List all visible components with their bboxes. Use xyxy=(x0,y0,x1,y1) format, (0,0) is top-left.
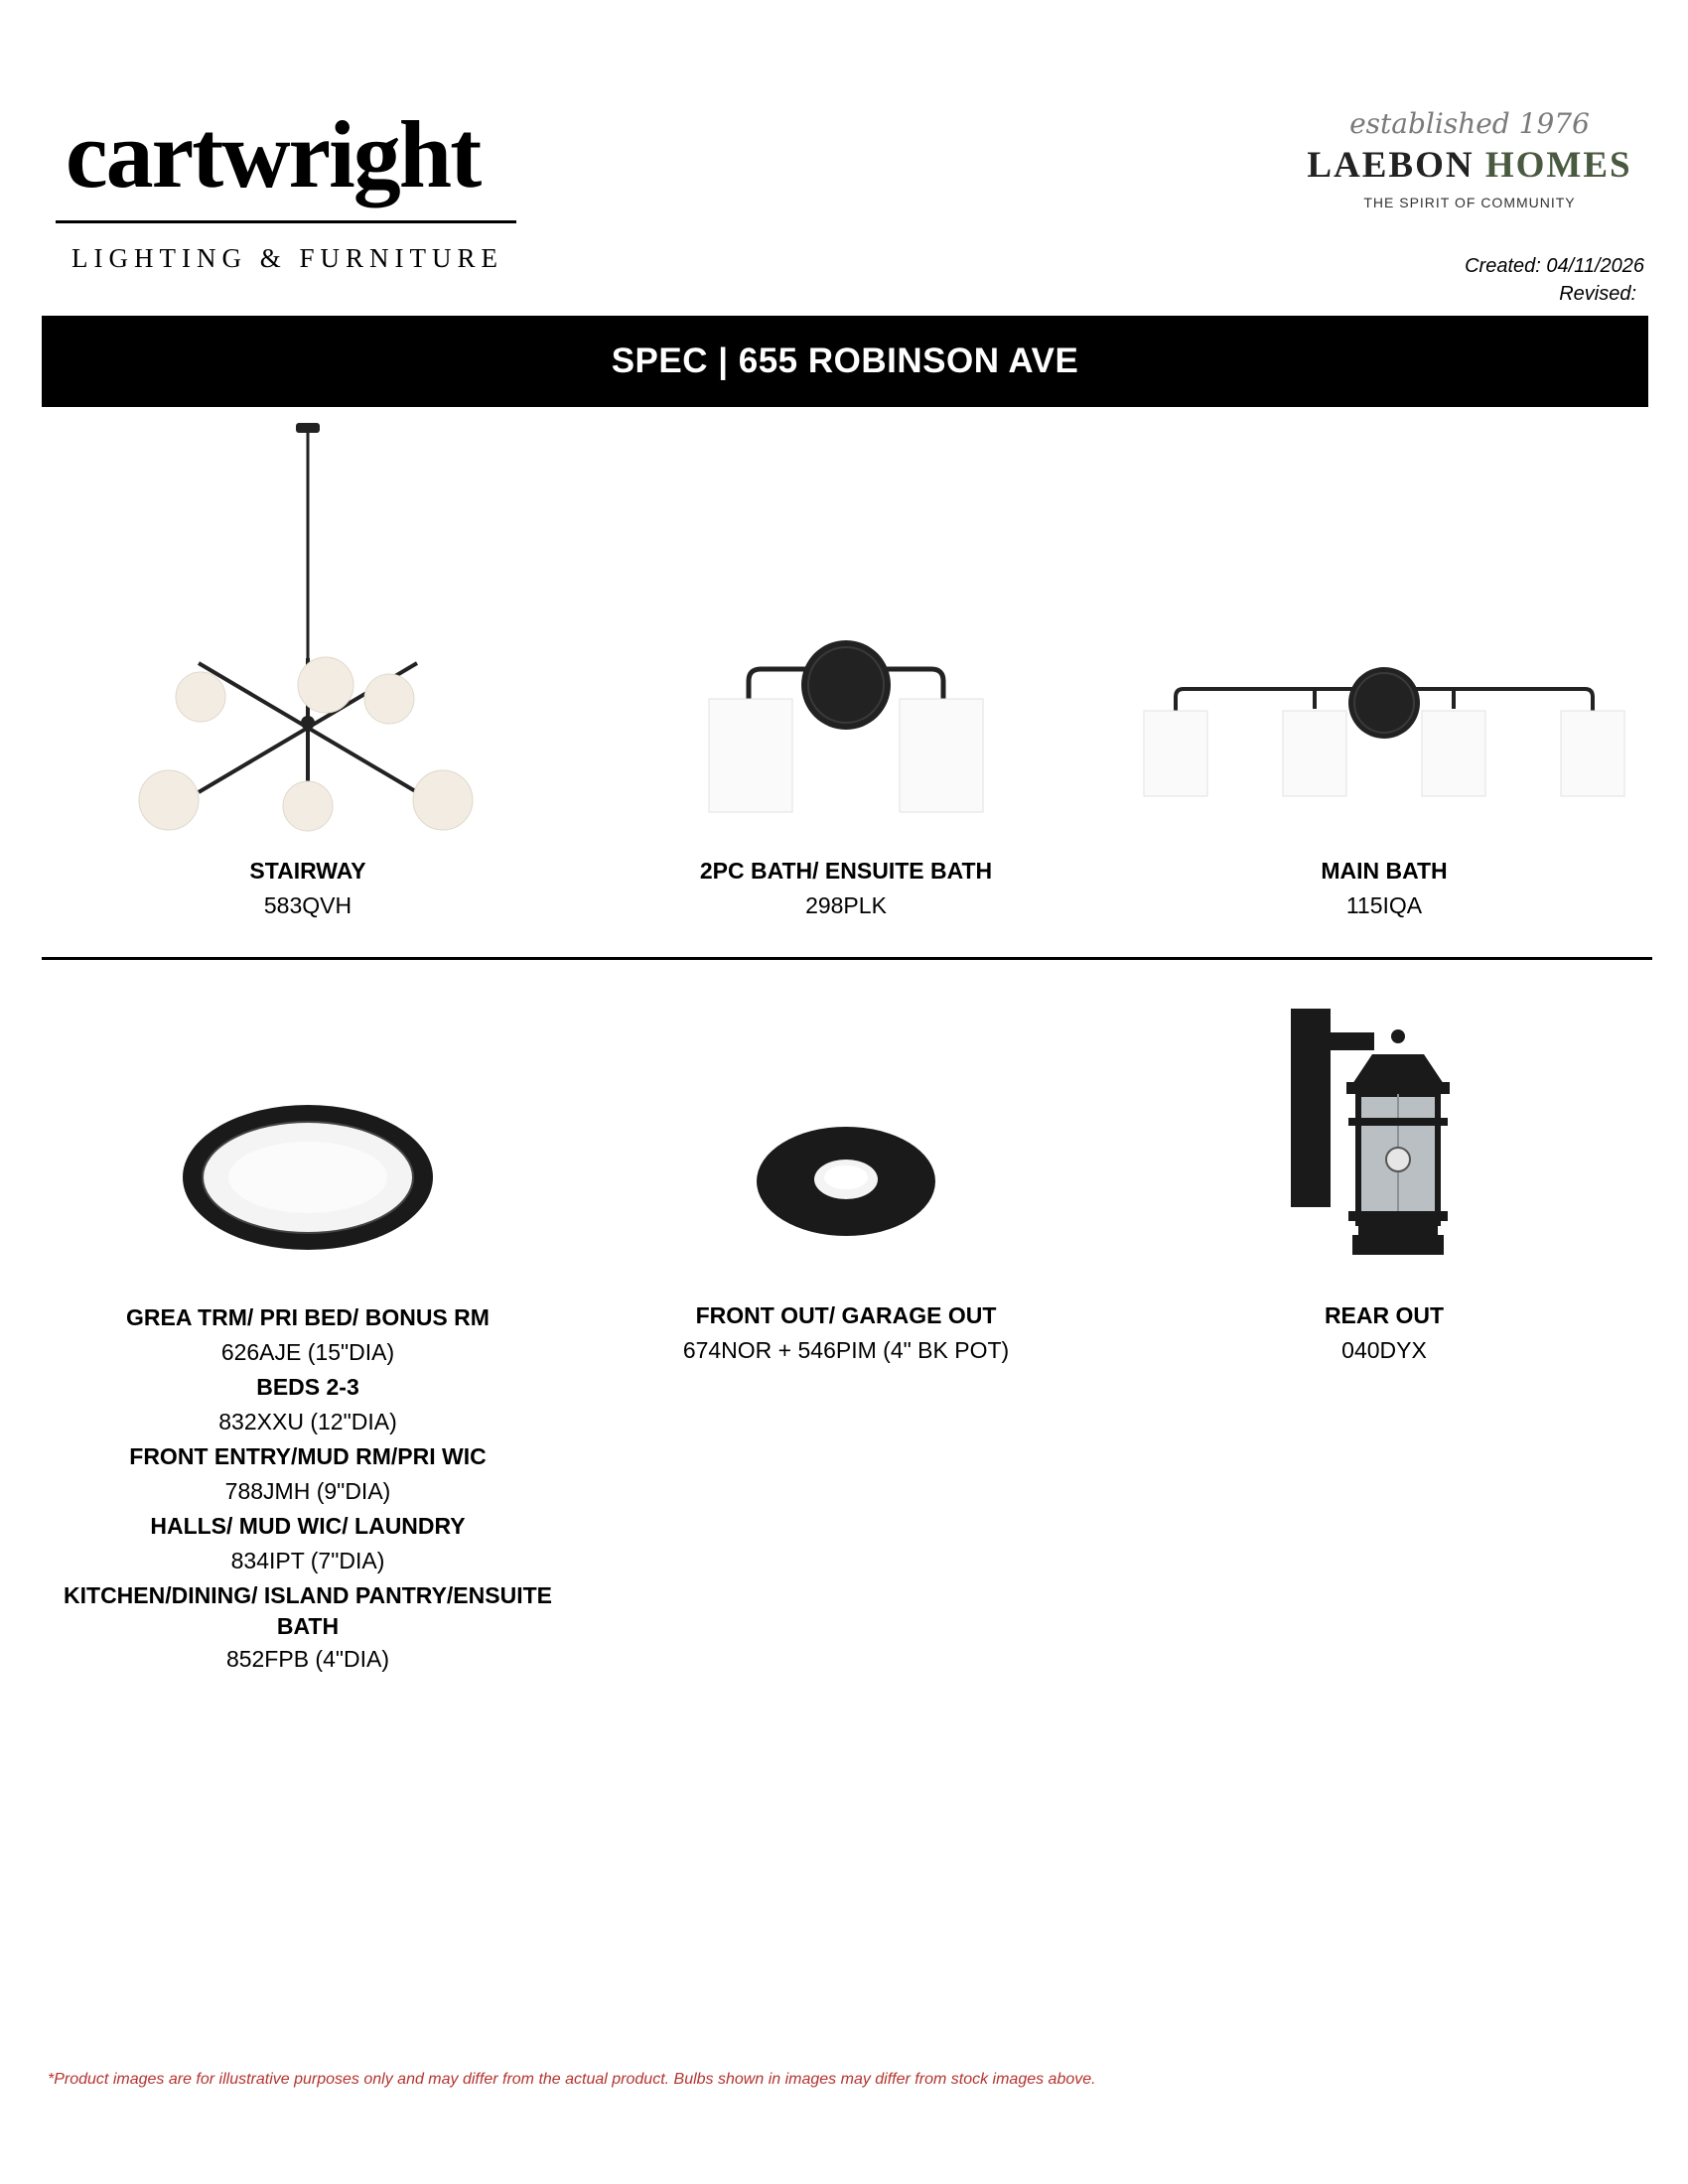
product-main-bath xyxy=(1116,415,1652,923)
laebon-homes-logo xyxy=(1291,107,1648,210)
pot-light-image xyxy=(697,993,995,1298)
company-subtitle: LIGHTING & FURNITURE xyxy=(71,243,503,273)
product-caption xyxy=(109,854,506,923)
product-code: 298PLK xyxy=(805,892,887,918)
product-code: 626AJE (15"DIA) xyxy=(220,1339,395,1365)
builder-name-first: LAEBON xyxy=(1307,145,1475,186)
location-label: FRONT ENTRY/MUD RM/PRI WIC xyxy=(129,1443,487,1469)
builder-established: established 1976 xyxy=(1349,107,1590,140)
product-front-out xyxy=(647,993,1045,1368)
disk-light-image xyxy=(159,993,457,1300)
product-rear-out xyxy=(1184,993,1585,1368)
document-dates xyxy=(1465,252,1644,308)
location-label: BEDS 2-3 xyxy=(256,1374,359,1400)
cartwright-logo xyxy=(56,101,516,274)
builder-tagline: THE SPIRIT OF COMMUNITY xyxy=(1363,195,1576,210)
disclaimer-footnote: *Product images are for illustrative purposes only and may differ from the actual product. Bulbs shown in images may differ from stock images above. xyxy=(48,2071,1096,2088)
product-code: 852FPB (4"DIA) xyxy=(225,1646,390,1672)
company-name: cartwright xyxy=(66,101,481,207)
product-code: 788JMH (9"DIA) xyxy=(224,1478,391,1504)
product-code: 674NOR + 546PIM (4" BK POT) xyxy=(682,1337,1010,1363)
product-disk-lights xyxy=(50,993,566,1677)
product-caption xyxy=(647,1298,1045,1368)
product-code: 834IPT (7"DIA) xyxy=(230,1548,385,1573)
builder-name xyxy=(1291,144,1648,187)
product-caption xyxy=(1116,854,1652,923)
location-label: HALLS/ MUD WIC/ LAUNDRY xyxy=(150,1513,466,1539)
vanity-2-light-image xyxy=(697,415,995,852)
section-divider xyxy=(42,957,1652,960)
product-2pc-bath xyxy=(647,415,1045,923)
product-code: 040DYX xyxy=(1341,1337,1427,1363)
location-label: REAR OUT xyxy=(1324,1302,1445,1328)
location-label: STAIRWAY xyxy=(249,858,366,884)
wall-lantern-image xyxy=(1275,993,1493,1298)
location-label: GREA TRM/ PRI BED/ BONUS RM xyxy=(126,1304,490,1330)
location-label: FRONT OUT/ GARAGE OUT xyxy=(695,1302,997,1328)
location-label: 2PC BATH/ ENSUITE BATH xyxy=(699,858,993,884)
chandelier-image xyxy=(129,415,487,852)
builder-name-second: HOMES xyxy=(1484,145,1632,186)
location-label: KITCHEN/DINING/ ISLAND PANTRY/ENSUITE BATH xyxy=(64,1582,552,1639)
logo-rule xyxy=(56,220,516,223)
product-code: 583QVH xyxy=(263,892,352,918)
product-caption xyxy=(1184,1298,1585,1368)
product-caption xyxy=(647,854,1045,923)
created-date: Created: 04/11/2026 xyxy=(1465,255,1644,277)
revised-date: Revised: xyxy=(1559,283,1636,305)
product-caption-list xyxy=(50,1300,566,1677)
product-stairway xyxy=(109,415,506,923)
page-title: SPEC | 655 ROBINSON AVE xyxy=(42,316,1648,407)
product-code: 115IQA xyxy=(1345,892,1423,918)
vanity-4-light-image xyxy=(1136,415,1632,852)
location-label: MAIN BATH xyxy=(1321,858,1448,884)
product-code: 832XXU (12"DIA) xyxy=(218,1409,397,1434)
